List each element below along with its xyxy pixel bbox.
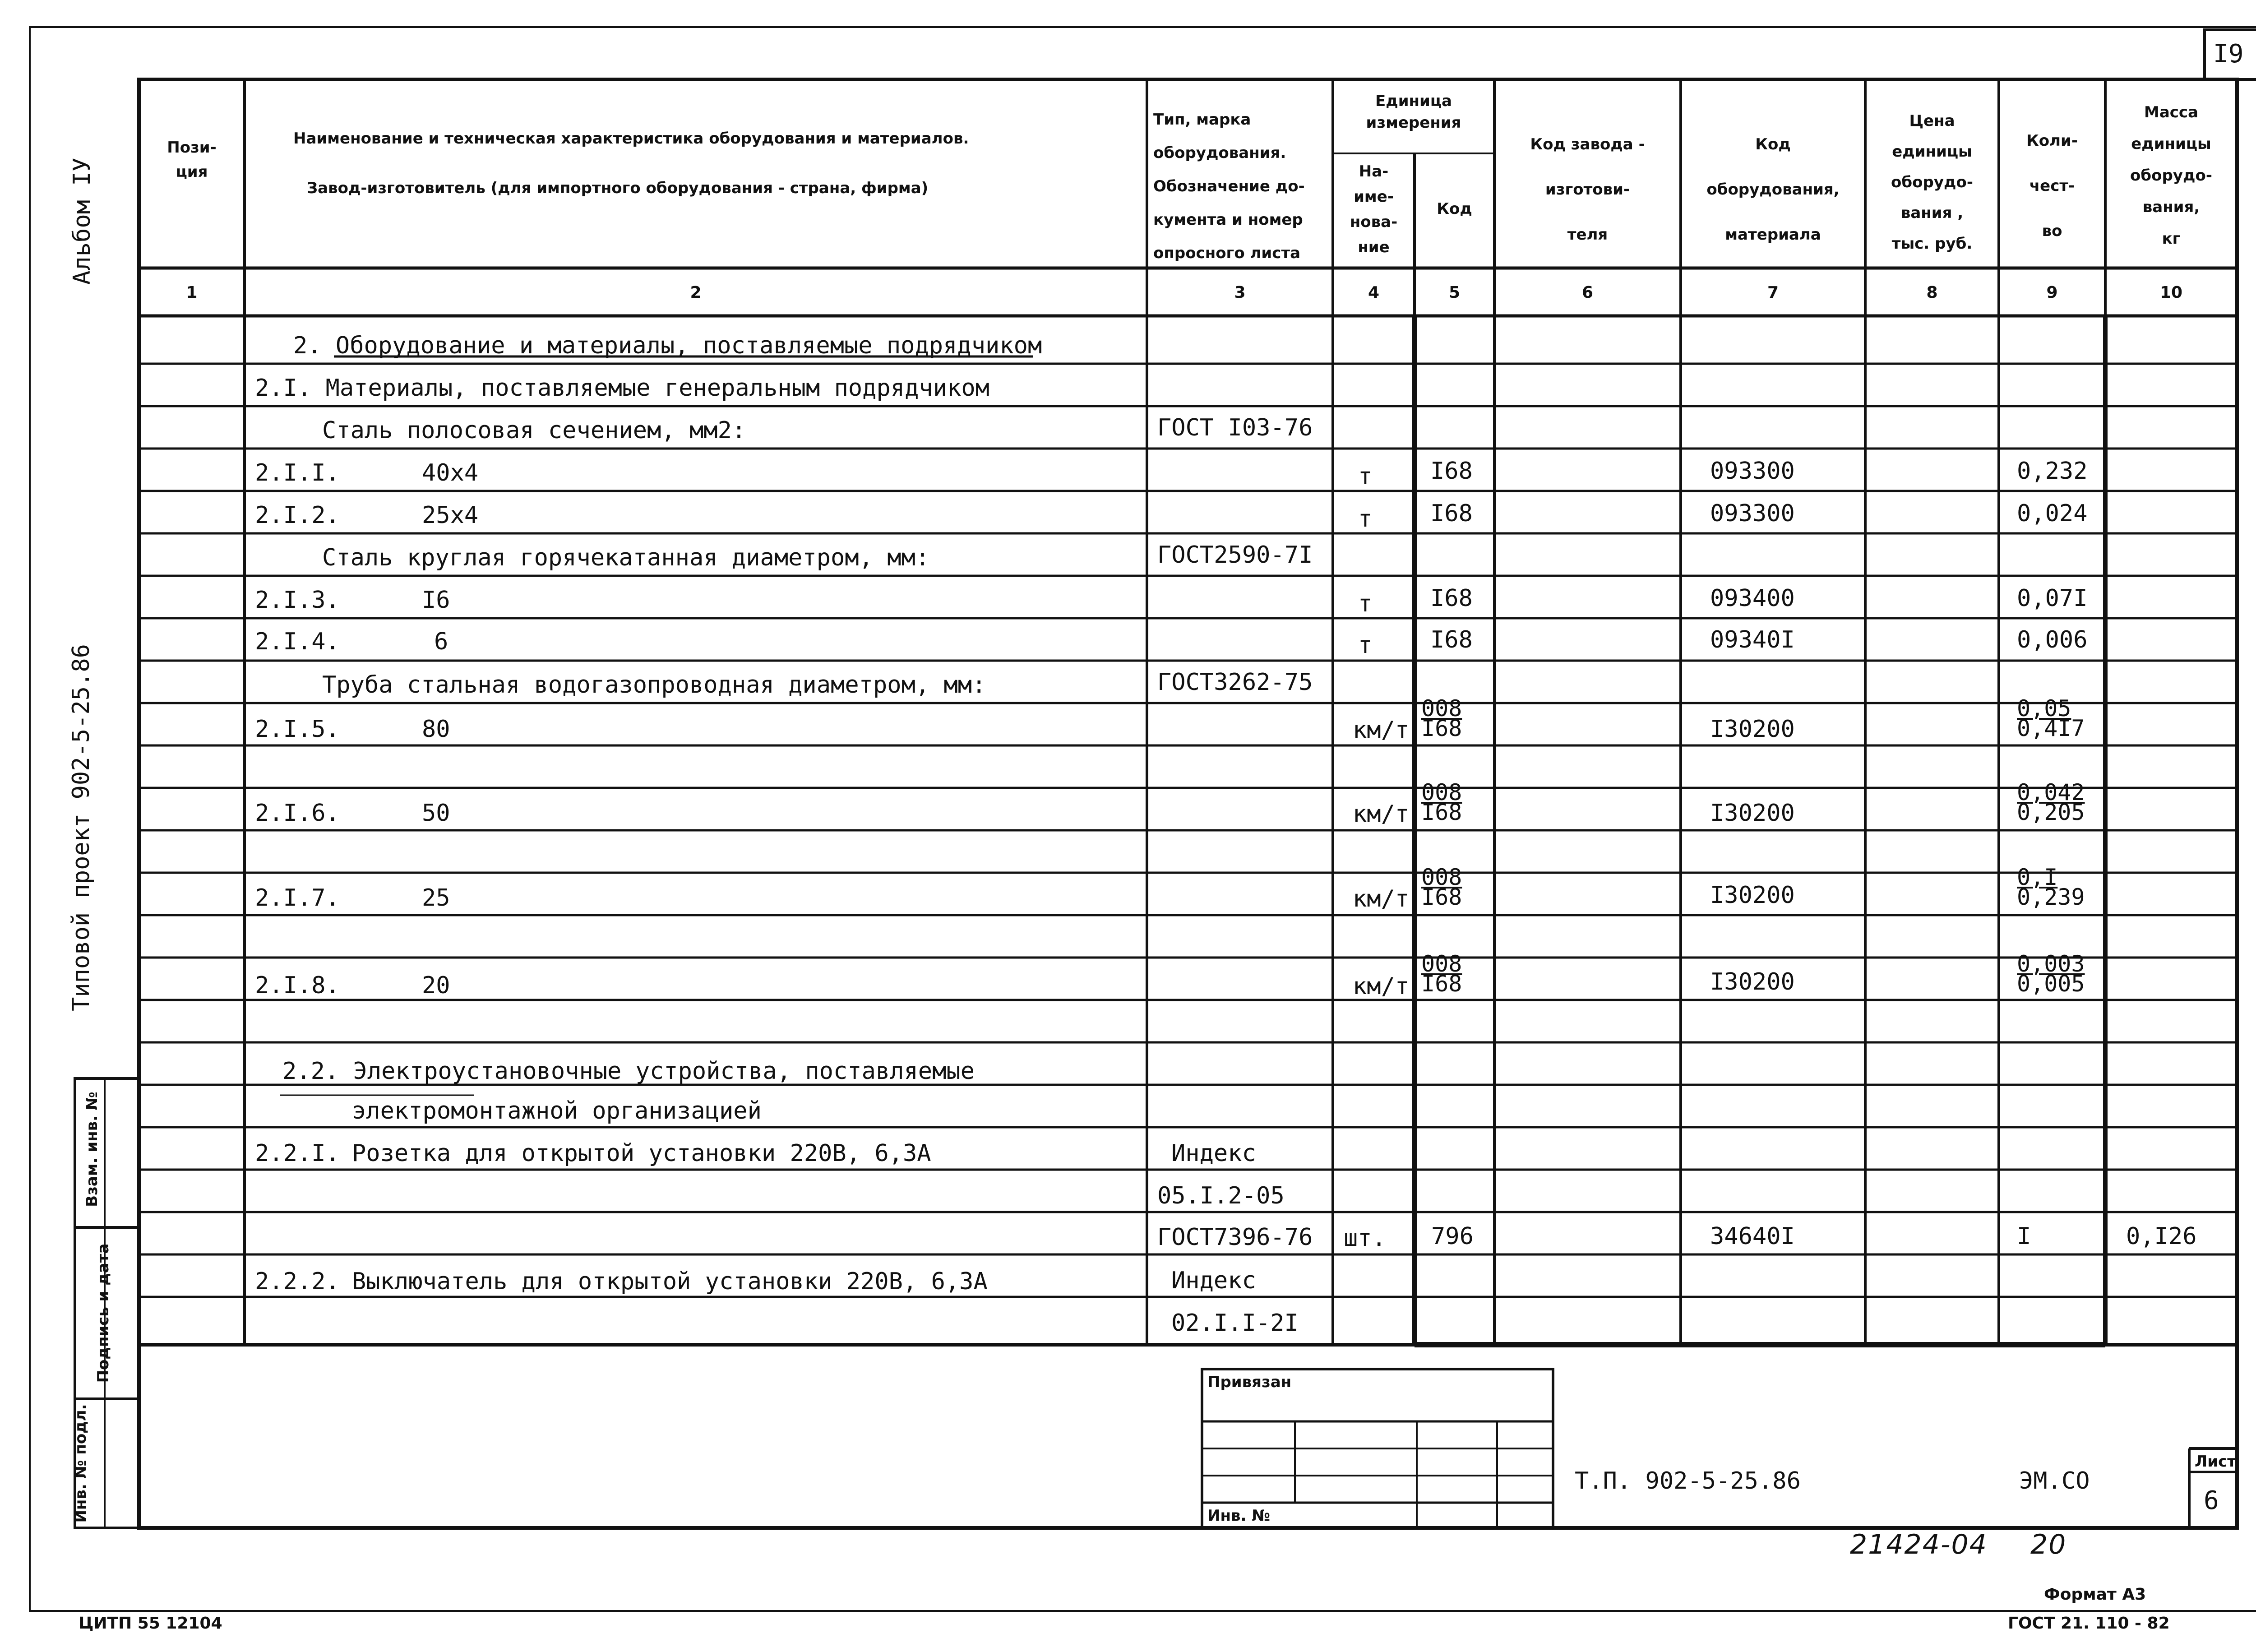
row-2-1-3-name: I6 <box>422 587 450 614</box>
page-frame <box>30 27 2256 1611</box>
section-2-1-title: 2.I. Материалы, поставляемые генеральным подрядчиком <box>255 375 989 402</box>
row-2-2-1-doc: Индекс <box>1171 1140 1256 1167</box>
header-col5: Код <box>1437 200 1472 218</box>
section-2-title: 2. Оборудование и материалы, поставляемые подрядчиком <box>293 332 1042 359</box>
row-2-2-1-code: 796 <box>1431 1223 1474 1250</box>
header-col1: Пози- ция <box>167 139 217 181</box>
row-2-1-7-unit: км/т <box>1353 885 1410 912</box>
row-2-1-3-qty: 0,07I <box>2017 585 2088 612</box>
header-col7: Код оборудования, материала <box>1706 135 1840 244</box>
row-2-2-1-mass: 0,I26 <box>2126 1223 2197 1250</box>
handwritten-number: 20 <box>2030 1529 2067 1560</box>
footer-gost: ГОСТ 21. 110 - 82 <box>2008 1614 2170 1633</box>
footer-left: ЦИТП 55 12104 <box>79 1614 222 1633</box>
row-2-1-5-qty: $\frac{0,05}{0,4I7}$ <box>2017 695 2085 741</box>
row-2-2-1-doc3: ГОСТ7396-76 <box>1157 1224 1313 1251</box>
row-2-1-1-qty: 0,232 <box>2017 458 2088 485</box>
row-2-2-1-unit: шт. <box>1344 1225 1386 1252</box>
row-2-1-7-mat: I30200 <box>1710 882 1795 909</box>
row-pipe: Труба стальная водогазопроводная диаметром, мм: <box>322 671 986 699</box>
row-2-2-2-name: Выключатель для открытой установки 220В, 6,3А <box>352 1268 988 1295</box>
row-2-1-2-code: I68 <box>1430 500 1473 527</box>
row-2-1-4-pos: 2.I.4. <box>255 628 340 655</box>
page-number: I9 <box>2213 39 2244 69</box>
stamp-vzam: Взам. инв. № <box>83 1092 101 1207</box>
section-2-2-title-cont: электромонтажной организацией <box>352 1097 762 1124</box>
row-2-1-4-mat: 09340I <box>1710 626 1795 653</box>
row-2-1-5-mat: I30200 <box>1710 716 1795 743</box>
row-2-1-2-pos: 2.I.2. <box>255 502 340 529</box>
row-2-1-7-code: $\frac{008}{I68}$ <box>1421 864 1462 910</box>
header-unit-group: Единица измерения <box>1366 92 1461 132</box>
row-2-1-6-qty: $\frac{0,042}{0,205}$ <box>2017 779 2085 825</box>
row-2-1-5-name: 80 <box>422 716 450 743</box>
header-col9: Коли- чест- во <box>2026 132 2078 240</box>
colnum-1: 1 <box>186 283 198 302</box>
row-steel-round: Сталь круглая горячекатанная диаметром, мм: <box>322 544 930 571</box>
header-col10: Масса единицы оборудо- вания, кг <box>2130 103 2212 248</box>
row-2-2-1-name: Розетка для открытой установки 220В, 6,3А <box>352 1140 931 1167</box>
row-2-1-6-pos: 2.I.6. <box>255 800 340 827</box>
row-2-1-1-unit: т <box>1358 463 1373 490</box>
row-2-1-1-name: 40x4 <box>422 459 479 486</box>
row-2-1-6-code: $\frac{008}{I68}$ <box>1421 779 1462 825</box>
row-2-1-4-code: I68 <box>1430 626 1473 653</box>
row-2-1-2-unit: т <box>1358 505 1373 532</box>
header-col3: Тип, марка оборудования. Обозначение до- кумента и номер опросного листа <box>1153 111 1305 262</box>
header-col2-line2: Завод-изготовитель (для импортного оборудования - страна, фирма) <box>307 179 929 197</box>
row-2-1-8-code: $\frac{008}{I68}$ <box>1421 951 1462 997</box>
row-2-1-4-unit: т <box>1358 632 1373 659</box>
row-2-1-3-code: I68 <box>1430 585 1473 612</box>
row-2-1-5-pos: 2.I.5. <box>255 716 340 743</box>
section-code: ЭМ.СО <box>2019 1467 2090 1495</box>
sheet-label: Лист <box>2195 1453 2236 1471</box>
row-2-2-1-mat: 34640I <box>1710 1223 1795 1250</box>
sheet-number: 6 <box>2204 1486 2219 1515</box>
row-2-1-8-mat: I30200 <box>1710 968 1795 995</box>
doc-code: Т.П. 902-5-25.86 <box>1575 1467 1801 1495</box>
colnum-2: 2 <box>690 283 702 302</box>
header-col4: На- име- нова- ние <box>1350 162 1398 256</box>
row-pipe-doc: ГОСТ3262-75 <box>1157 669 1313 696</box>
header-col2-line1: Наименование и техническая характеристика оборудования и материалов. <box>293 130 969 148</box>
privyazan-label: Привязан <box>1207 1373 1292 1391</box>
row-2-1-8-name: 20 <box>422 972 450 999</box>
row-2-1-7-qty: $\frac{0,I}{0,239}$ <box>2017 864 2085 910</box>
row-2-1-6-mat: I30200 <box>1710 800 1795 827</box>
row-2-1-3-pos: 2.I.3. <box>255 587 340 614</box>
stamp-inv: Инв. № подл. <box>72 1404 90 1523</box>
row-2-1-7-name: 25 <box>422 884 450 912</box>
row-2-1-7-pos: 2.I.7. <box>255 884 340 912</box>
row-steel-strip-doc: ГОСТ I03-76 <box>1157 414 1313 441</box>
project-label: Типовой проект 902-5-25.86 <box>68 644 95 1011</box>
row-2-1-4-qty: 0,006 <box>2017 626 2088 653</box>
row-2-1-8-qty: $\frac{0,003}{0,005}$ <box>2017 951 2085 997</box>
row-2-1-1-mat: 093300 <box>1710 458 1795 485</box>
colnum-7: 7 <box>1767 283 1779 302</box>
row-2-2-1-doc2: 05.I.2-05 <box>1157 1182 1285 1209</box>
row-2-1-2-mat: 093300 <box>1710 500 1795 527</box>
header-col8: Цена единицы оборудо- вания , тыс. руб. <box>1891 112 1973 253</box>
row-steel-strip: Сталь полосовая сечением, мм2: <box>322 417 746 444</box>
row-2-2-2-doc2: 02.I.I-2I <box>1171 1310 1299 1337</box>
colnum-4: 4 <box>1368 283 1380 302</box>
row-2-2-1-pos: 2.2.I. <box>255 1140 340 1167</box>
row-2-1-8-unit: км/т <box>1353 973 1410 1000</box>
row-2-1-3-mat: 093400 <box>1710 585 1795 612</box>
row-2-1-6-name: 50 <box>422 800 450 827</box>
row-2-1-5-unit: км/т <box>1353 717 1410 744</box>
row-2-2-2-doc: Индекс <box>1171 1267 1256 1294</box>
inv-no-label: Инв. № <box>1207 1507 1271 1525</box>
row-2-1-1-pos: 2.I.I. <box>255 459 340 486</box>
colnum-8: 8 <box>1926 283 1938 302</box>
row-2-1-4-name: 6 <box>434 628 448 655</box>
row-2-1-6-unit: км/т <box>1353 801 1410 828</box>
stamp-podpis: Подпись и дата <box>94 1243 112 1383</box>
row-2-1-5-code: $\frac{008}{I68}$ <box>1421 695 1462 741</box>
footer-format: Формат А3 <box>2044 1585 2146 1604</box>
row-2-1-8-pos: 2.I.8. <box>255 972 340 999</box>
row-2-1-1-code: I68 <box>1430 458 1473 485</box>
colnum-5: 5 <box>1448 283 1461 302</box>
colnum-10: 10 <box>2159 283 2183 302</box>
handwritten-archive-no: 21424-04 <box>1850 1529 1988 1560</box>
row-2-2-2-pos: 2.2.2. <box>255 1268 340 1295</box>
colnum-3: 3 <box>1234 283 1246 302</box>
row-2-1-3-unit: т <box>1358 590 1373 617</box>
row-2-1-2-qty: 0,024 <box>2017 500 2088 527</box>
row-2-2-1-qty: I <box>2017 1223 2031 1250</box>
header-col6: Код завода - изготови- теля <box>1530 135 1645 244</box>
album-label: Альбом IУ <box>69 157 96 285</box>
section-2-2-title: 2.2. Электроустановочные устройства, поставляемые <box>282 1058 975 1085</box>
colnum-6: 6 <box>1581 283 1594 302</box>
colnum-9: 9 <box>2046 283 2058 302</box>
row-2-1-2-name: 25x4 <box>422 502 479 529</box>
row-steel-round-doc: ГОСТ2590-7I <box>1157 541 1313 569</box>
